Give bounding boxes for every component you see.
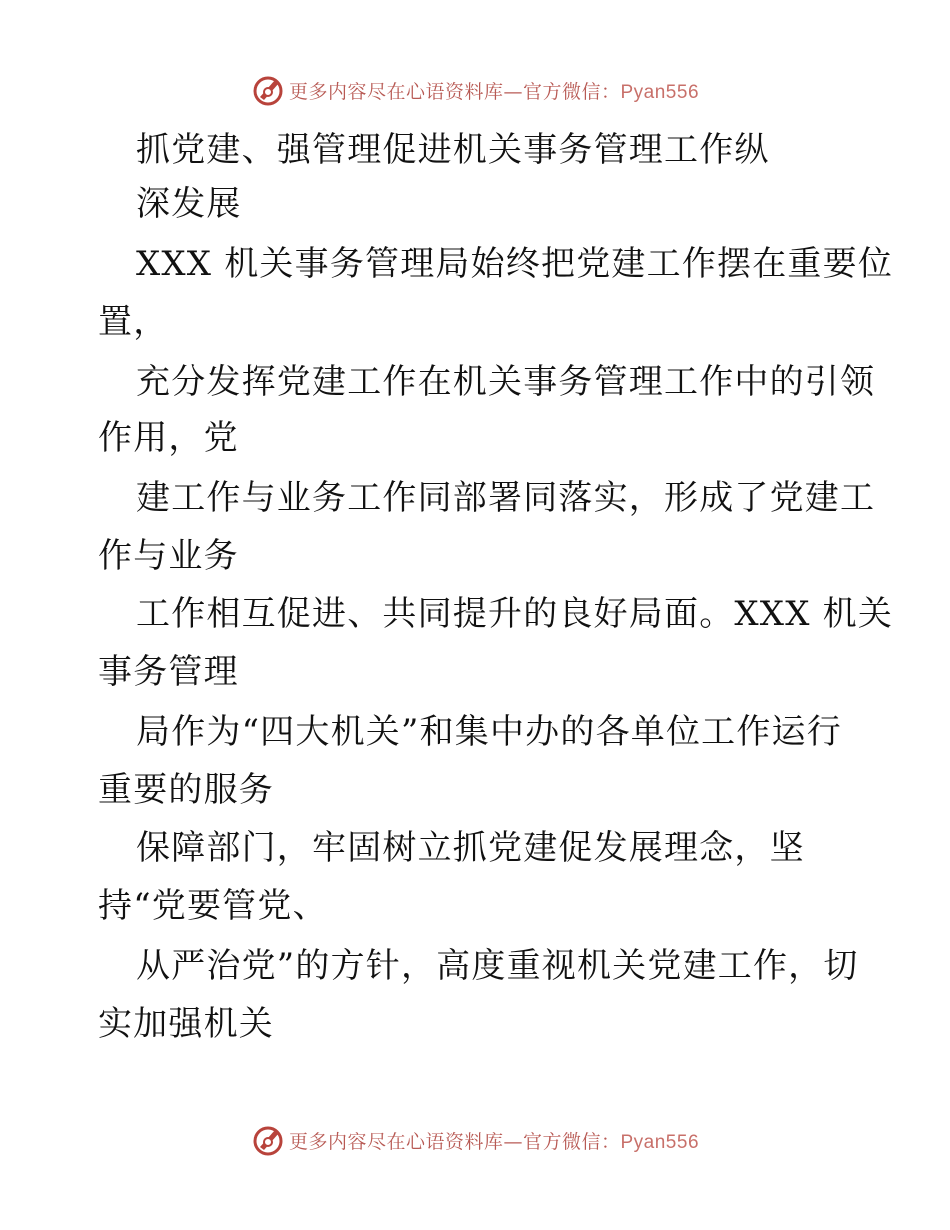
footer-watermark-banner xyxy=(0,1120,950,1160)
paragraph-line: 置， xyxy=(98,302,169,342)
paragraph-line: 持“党要管党、 xyxy=(98,886,328,926)
banner-text: 更多内容尽在心语资料库—官方微信： xyxy=(288,80,621,103)
paragraph-line: 建工作与业务工作同部署同落实，形成了党建工 xyxy=(136,478,876,518)
library-logo-icon xyxy=(251,1123,285,1157)
paragraph-line: 事务管理 xyxy=(98,652,239,692)
document-title-line-2: 深发展 xyxy=(136,184,242,224)
paragraph-line: 保障部门，牢固树立抓党建促发展理念，坚 xyxy=(136,828,805,868)
paragraph-line: 重要的服务 xyxy=(98,770,274,810)
paragraph-line: 充分发挥党建工作在机关事务管理工作中的引领 xyxy=(136,362,876,402)
paragraph-line: 作与业务 xyxy=(98,536,239,576)
paragraph-line: 实加强机关 xyxy=(98,1004,274,1044)
paragraph-line: 工作相互促进、共同提升的良好局面。XXX 机关 xyxy=(136,594,894,634)
paragraph-line: 局作为“四大机关”和集中办的各单位工作运行 xyxy=(136,712,842,752)
banner-wechat-id: Pyan556 xyxy=(620,1131,700,1153)
paragraph-line: 作用，党 xyxy=(98,418,239,458)
document-title-line-1: 抓党建、强管理促进机关事务管理工作纵 xyxy=(136,130,770,170)
paragraph-line: XXX 机关事务管理局始终把党建工作摆在重要位 xyxy=(136,244,894,284)
paragraph-line: 从严治党”的方针，高度重视机关党建工作，切 xyxy=(136,946,859,986)
banner-text: 更多内容尽在心语资料库—官方微信： xyxy=(288,1130,621,1153)
header-watermark-banner xyxy=(0,70,950,110)
library-logo-icon xyxy=(251,73,285,107)
banner-wechat-id: Pyan556 xyxy=(620,81,700,103)
